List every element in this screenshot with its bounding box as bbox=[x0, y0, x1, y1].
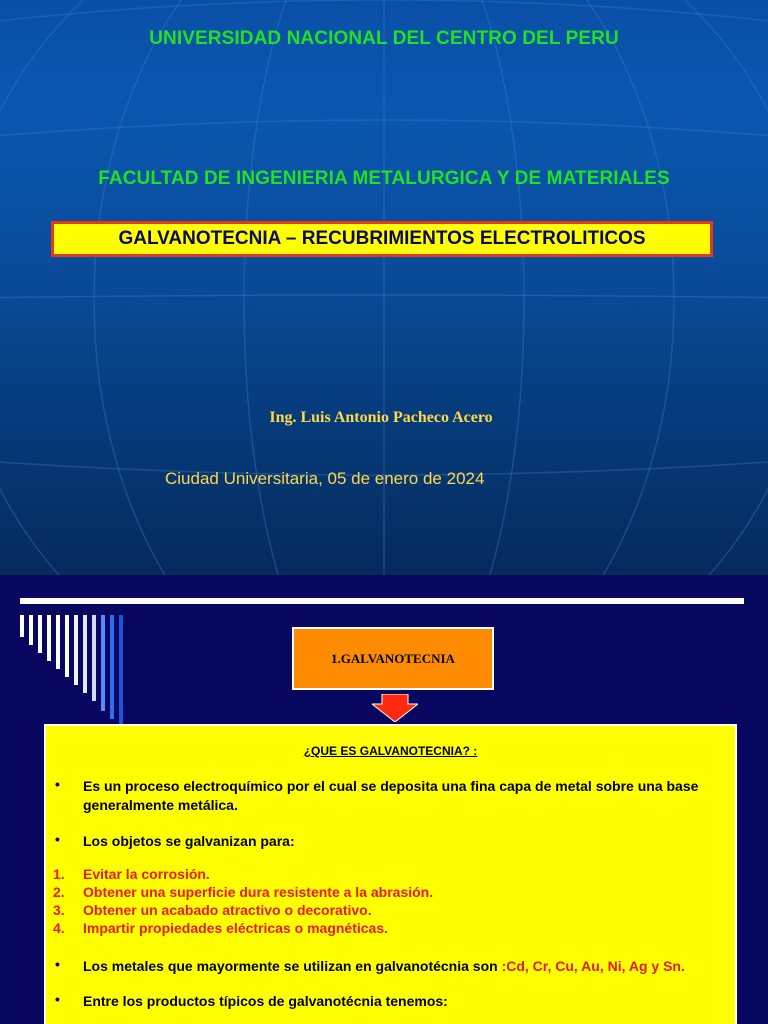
bullet-icon: • bbox=[55, 776, 60, 792]
decor-stripe bbox=[101, 615, 105, 711]
faculty-name: FACULTAD DE INGENIERIA METALURGICA Y DE MATERIALES bbox=[98, 168, 670, 189]
decor-stripe bbox=[110, 615, 114, 719]
purpose-number: 3. bbox=[53, 902, 65, 918]
place-date: Ciudad Universitaria, 05 de enero de 2024 bbox=[165, 469, 485, 488]
metals-intro: Los metales que mayormente se utilizan en galvanotécnia son bbox=[83, 958, 502, 974]
decor-stripe bbox=[29, 615, 33, 645]
definition-box bbox=[44, 724, 737, 1024]
top-rule-divider bbox=[20, 598, 744, 604]
university-name: UNIVERSIDAD NACIONAL DEL CENTRO DEL PERU bbox=[149, 28, 619, 49]
question-heading: ¿QUE ES GALVANOTECNIA? : bbox=[303, 744, 478, 758]
bullet-icon: • bbox=[55, 831, 60, 847]
purpose-item: Impartir propiedades eléctricas o magnéticas. bbox=[83, 920, 389, 936]
purpose-item: Evitar la corrosión. bbox=[83, 866, 210, 882]
decor-stripe bbox=[38, 615, 42, 653]
bullet-icon: • bbox=[55, 956, 60, 972]
decor-stripe bbox=[20, 615, 24, 637]
decor-stripe bbox=[83, 615, 87, 693]
decor-stripe bbox=[65, 615, 69, 677]
products-intro: Entre los productos típicos de galvanotécnia tenemos: bbox=[83, 993, 448, 1009]
purpose-intro: Los objetos se galvanizan para: bbox=[83, 833, 295, 849]
course-title-box bbox=[51, 221, 713, 257]
decor-stripe bbox=[74, 615, 78, 685]
bullet-icon: • bbox=[55, 991, 60, 1007]
section-title: 1.GALVANOTECNIA bbox=[331, 650, 455, 666]
purpose-item: Obtener un acabado atractivo o decorativo. bbox=[83, 902, 372, 918]
purpose-number: 1. bbox=[53, 866, 65, 882]
purpose-number: 2. bbox=[53, 884, 65, 900]
metals-list: :Cd, Cr, Cu, Au, Ni, Ag y Sn. bbox=[501, 958, 685, 974]
content-slide bbox=[0, 575, 768, 1024]
decor-stripe bbox=[56, 615, 60, 669]
down-arrow-icon bbox=[372, 694, 418, 722]
section-title-box bbox=[292, 627, 494, 690]
decor-stripe bbox=[47, 615, 51, 661]
decor-stripe bbox=[92, 615, 96, 701]
course-title: GALVANOTECNIA – RECUBRIMIENTOS ELECTROLITICOS bbox=[118, 228, 646, 249]
purpose-number: 4. bbox=[53, 920, 65, 936]
metals-line bbox=[83, 957, 685, 976]
author-name: Ing. Luis Antonio Pacheco Acero bbox=[269, 409, 493, 426]
definition-text: Es un proceso electroquímico por el cual se deposita una fina capa de metal sobre una base generalmente metálica. bbox=[83, 778, 699, 813]
purpose-item: Obtener una superficie dura resistente a la abrasión. bbox=[83, 884, 434, 900]
decor-stripe bbox=[119, 615, 123, 727]
